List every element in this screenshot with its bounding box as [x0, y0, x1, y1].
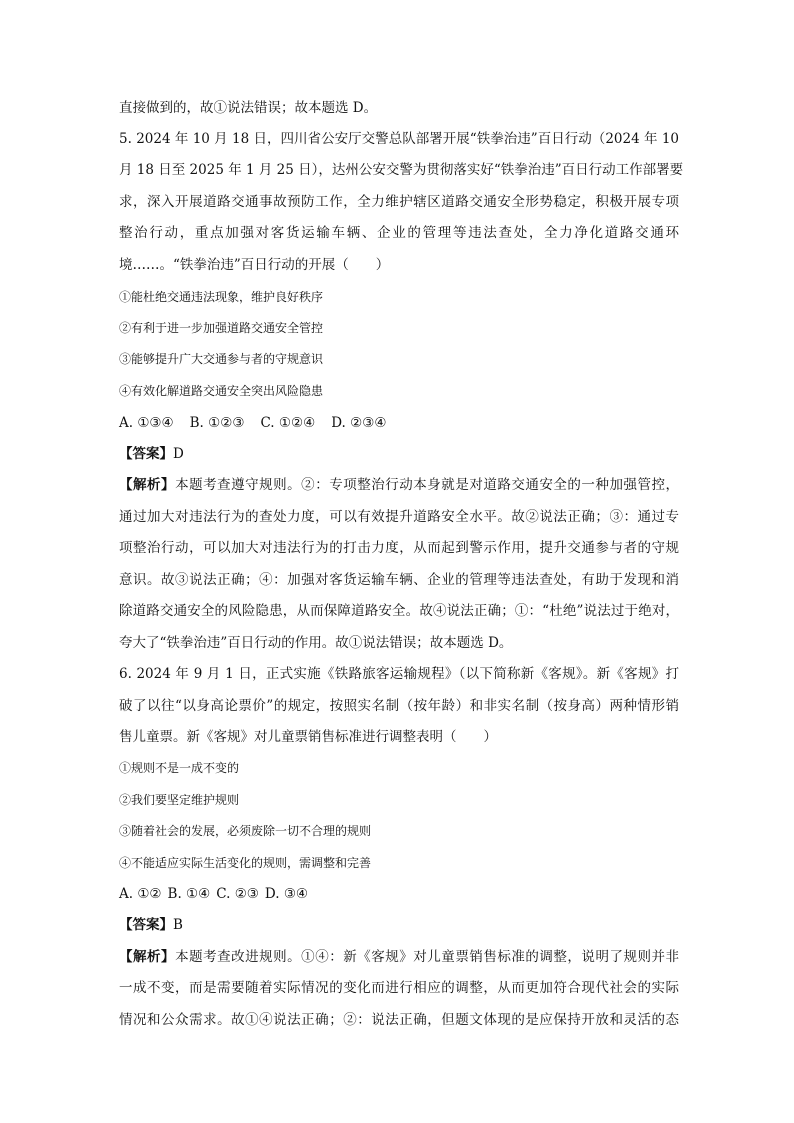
q6-option-c: C. ②③: [216, 886, 259, 902]
q5-answer-label: 【答案】: [119, 446, 173, 462]
q6-statement-3: ③随着社会的发展，必须废除一切不合理的规则: [119, 824, 372, 838]
q5-option-d: D. ②③④: [331, 415, 387, 431]
q6-stem-line-2: 破了以往“以身高论票价”的规定，按照实名制（按年龄）和非实名制（按身高）两种情形销: [119, 698, 679, 714]
q6-analysis-label: 【解析】: [119, 949, 176, 965]
q5-analysis-line-4: 意识。故③说法正确；④：加强对客货运输车辆、企业的管理等违法查处，有助于发现和消: [119, 572, 679, 588]
q6-statement-1: ①规则不是一成不变的: [119, 761, 240, 775]
q5-option-b: B. ①②③: [189, 415, 245, 431]
q5-option-a: A. ①③④: [119, 415, 174, 431]
q5-statement-3: ③能够提升广大交通参与者的守规意识: [119, 352, 324, 366]
q6-option-a: A. ①②: [119, 886, 162, 902]
q5-analysis-label: 【解析】: [119, 477, 176, 493]
q5-statement-1: ①能杜绝交通违法现象，维护良好秩序: [119, 290, 324, 304]
q5-analysis-line-5: 除道路交通安全的风险隐患，从而保障道路安全。故④说法正确；①：“杜绝”说法过于绝对，: [119, 603, 679, 619]
q6-options: [119, 884, 679, 904]
q6-stem-line-3: 售儿童票。新《客规》对儿童票销售标准进行调整表明（ ）: [119, 729, 497, 745]
q5-stem-line-2: 月 18 日至 2025 年 1 月 25 日），达州公安交警为贯彻落实好“铁拳治违”百日行动工作部署要: [119, 162, 684, 178]
q5-statement-4: ④有效化解道路交通安全突出风险隐患: [119, 384, 324, 398]
q5-answer: [119, 444, 679, 464]
q5-stem-line-3: 求，深入开展道路交通事故预防工作，全力维护辖区道路交通安全形势稳定，积极开展专项: [119, 194, 679, 210]
q5-option-c: C. ①②④: [260, 415, 316, 431]
q6-analysis-line-3: 情况和公众需求。故①④说法正确；②：说法正确，但题文体现的是应保持开放和灵活的态: [119, 1012, 679, 1028]
q6-answer-value: B: [173, 917, 183, 933]
q5-stem-line-4: 整治行动，重点加强对客货运输车辆、企业的管理等违法查处，全力净化道路交通环: [119, 225, 679, 241]
q6-analysis-line-1: [119, 947, 679, 967]
q6-statement-2: ②我们要坚定维护规则: [119, 793, 240, 807]
q5-stem-line-1: 5. 2024 年 10 月 18 日，四川省公安厅交警总队部署开展“铁拳治违”百日行动（2024 年 10: [119, 131, 679, 147]
q6-option-d: D. ③④: [264, 886, 309, 902]
q6-answer-label: 【答案】: [119, 917, 173, 933]
q6-statement-4: ④不能适应实际生活变化的规则，需调整和完善: [119, 856, 372, 870]
q5-statement-2: ②有利于进一步加强道路交通安全管控: [119, 321, 324, 335]
q5-answer-value: D: [173, 446, 184, 462]
q6-option-b: B. ①④: [167, 886, 211, 902]
q5-options: [119, 413, 679, 433]
q5-analysis-text-1: 本题考查遵守规则。②：专项整治行动本身就是对道路交通安全的一种加强管控，: [175, 477, 680, 493]
q6-analysis-text-1: 本题考查改进规则。①④：新《客规》对儿童票销售标准的调整，说明了规则并非: [175, 949, 680, 965]
q6-analysis-line-2: 一成不变，而是需要随着实际情况的变化而进行相应的调整，从而更加符合现代社会的实际: [119, 980, 679, 996]
q5-analysis-line-2: 通过加大对违法行为的查处力度，可以有效提升道路安全水平。故②说法正确；③：通过专: [119, 509, 679, 525]
q5-stem-line-5: 境……。“铁拳治违”百日行动的开展（ ）: [119, 257, 390, 273]
q5-analysis-line-1: [119, 475, 679, 495]
q5-analysis-line-6: 夸大了“铁拳治违”百日行动的作用。故①说法错误；故本题选 D。: [119, 635, 513, 651]
q6-answer: [119, 915, 679, 935]
q6-stem-line-1: 6. 2024 年 9 月 1 日，正式实施《铁路旅客运输规程》（以下简称新《客规》。新《客规》打: [119, 666, 679, 682]
previous-answer-tail: 直接做到的，故①说法错误；故本题选 D。: [119, 100, 378, 116]
q5-analysis-line-3: 项整治行动，可以加大对违法行为的打击力度，从而起到警示作用，提升交通参与者的守规: [119, 540, 679, 556]
